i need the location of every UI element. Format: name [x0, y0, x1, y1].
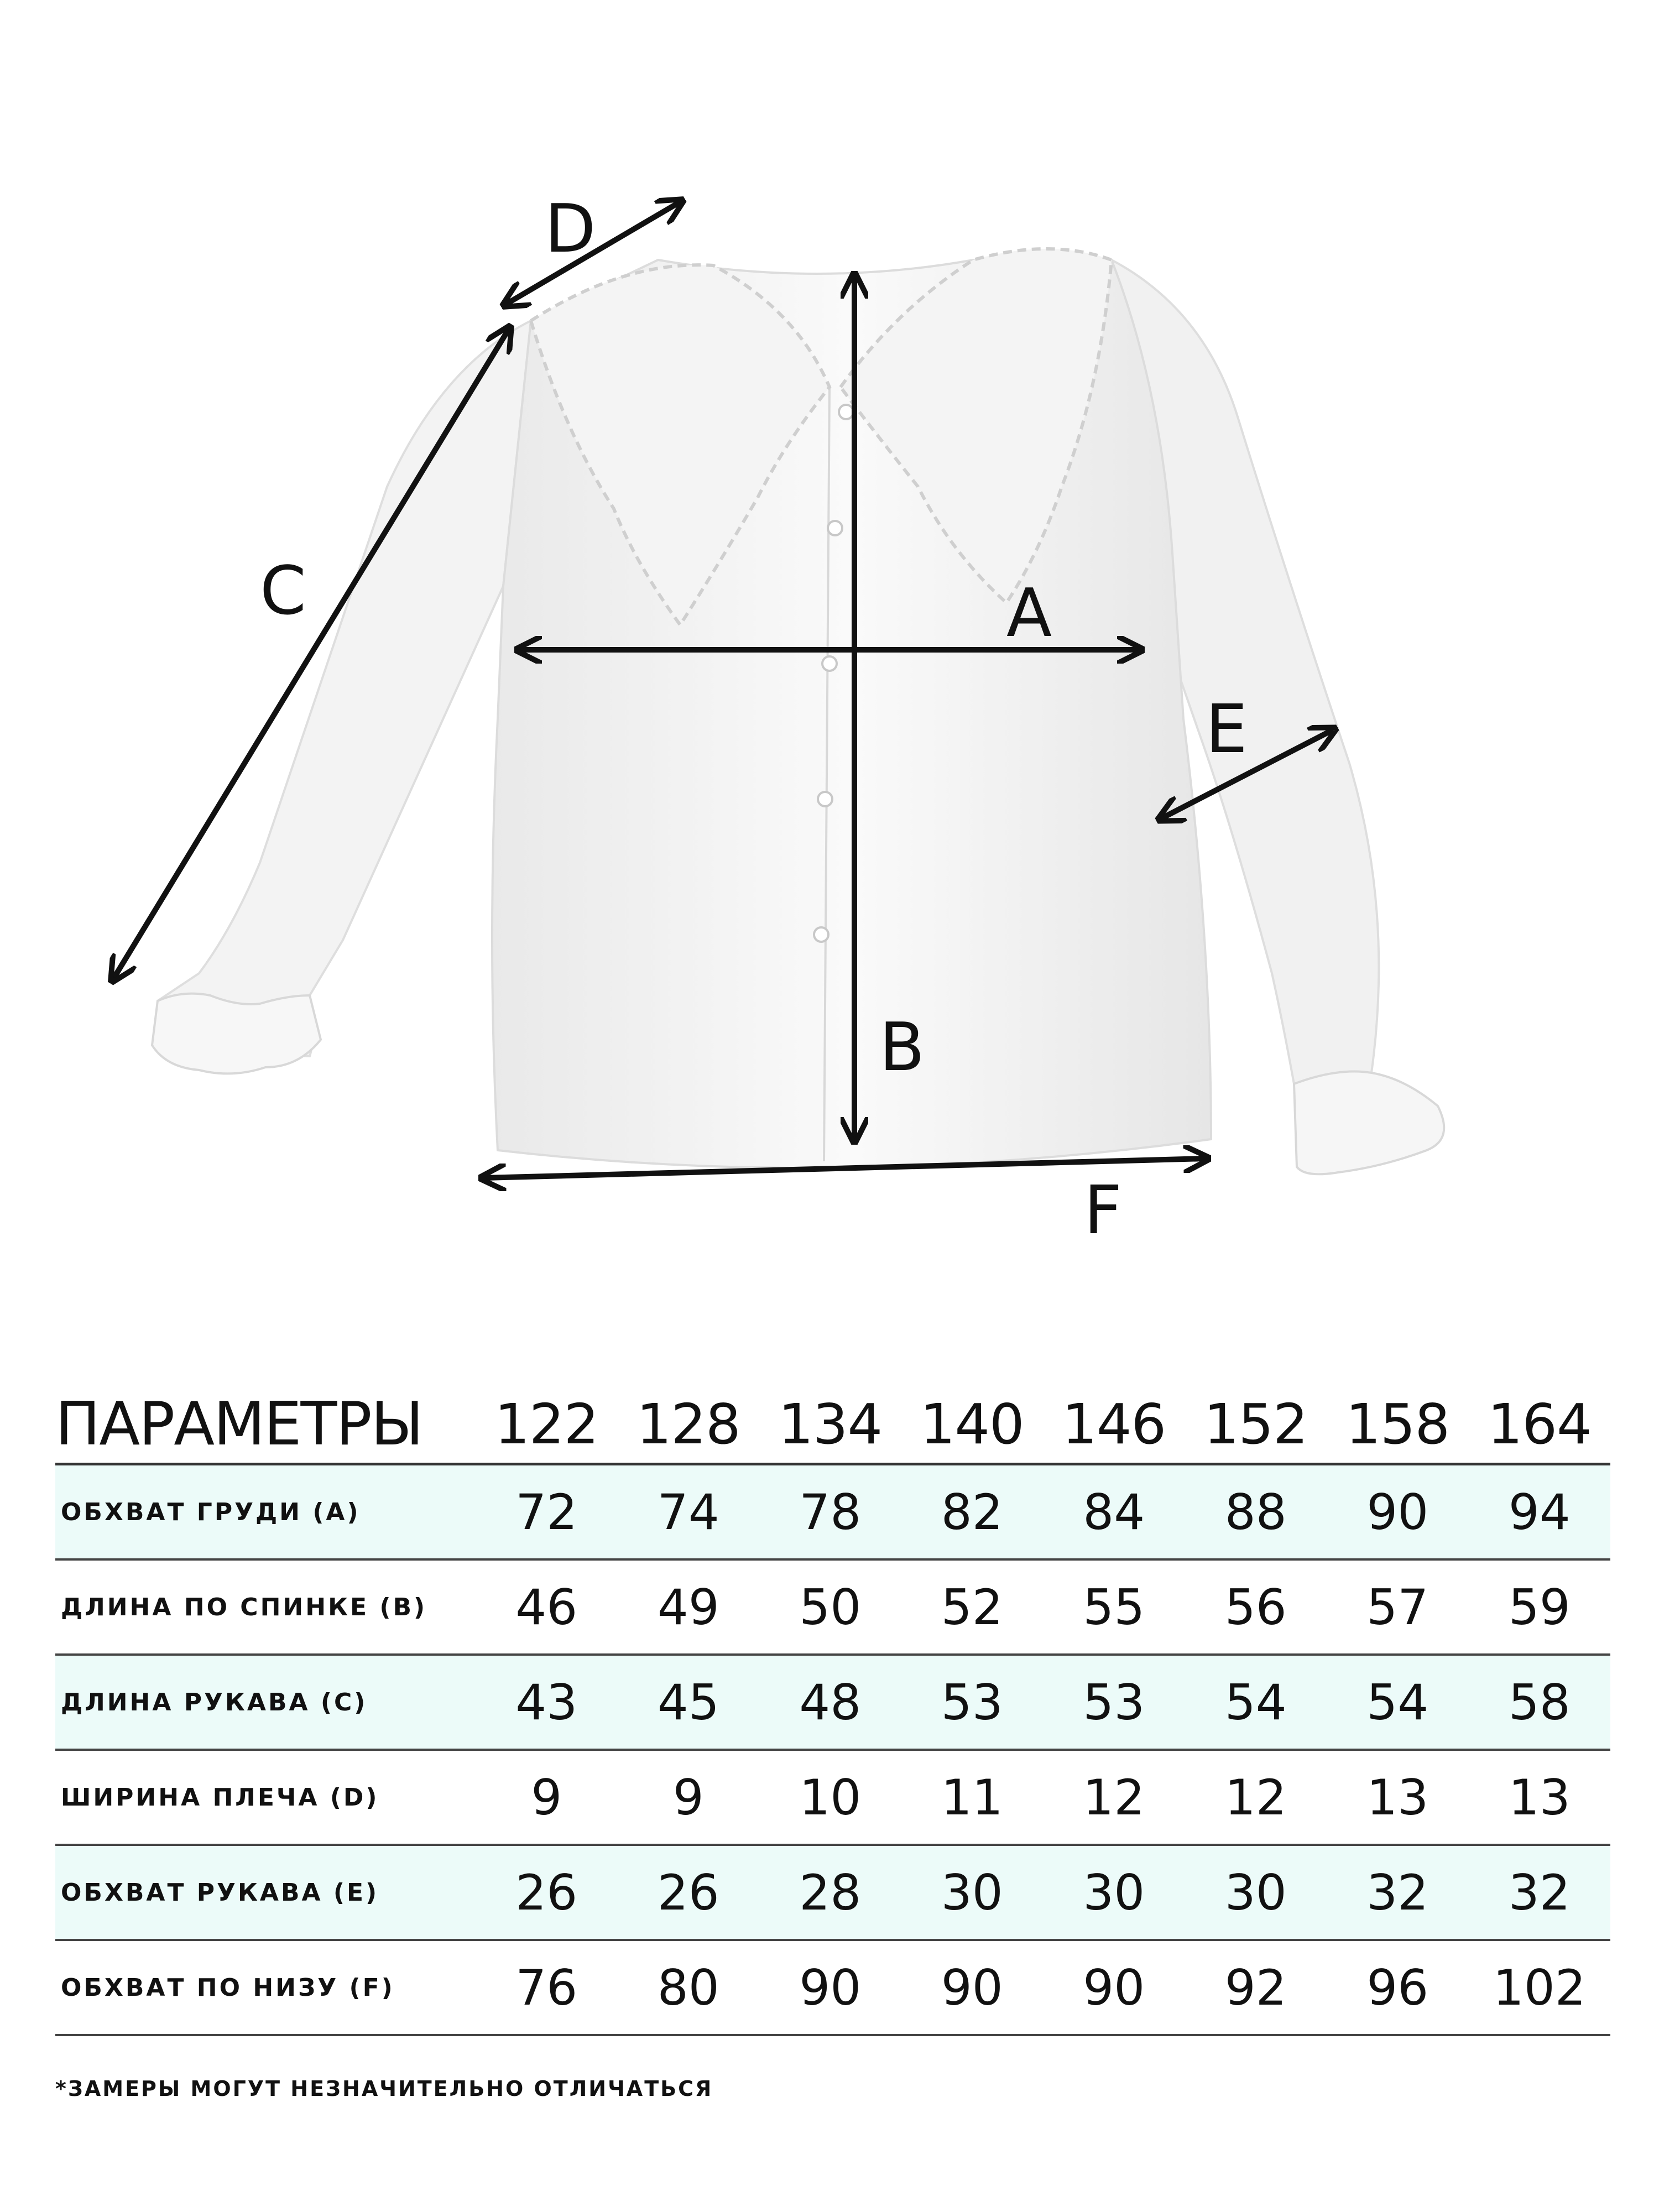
table-cell: 88	[1185, 1464, 1327, 1560]
table-cell: 28	[759, 1845, 901, 1940]
table-cell: 53	[901, 1655, 1044, 1750]
table-cell: 90	[1043, 1940, 1185, 2035]
blouse-illustration	[152, 249, 1444, 1174]
table-cell: 30	[1043, 1845, 1185, 1940]
size-146-header: 146	[1043, 1385, 1185, 1464]
label-a: A	[1006, 575, 1052, 652]
size-152-header: 152	[1185, 1385, 1327, 1464]
table-cell: 45	[618, 1655, 760, 1750]
table-cell: 92	[1185, 1940, 1327, 2035]
table-cell: 49	[618, 1559, 760, 1655]
table-cell: 10	[759, 1750, 901, 1845]
size-140-header: 140	[901, 1385, 1044, 1464]
size-header-row	[55, 1385, 1610, 1464]
table-cell: 32	[1327, 1845, 1469, 1940]
table-cell: 9	[476, 1750, 618, 1845]
row-label: ШИРИНА ПЛЕЧА (D)	[55, 1750, 476, 1845]
table-cell: 72	[476, 1464, 618, 1560]
table-cell: 76	[476, 1940, 618, 2035]
table-cell: 52	[901, 1559, 1044, 1655]
label-f: F	[1084, 1172, 1123, 1249]
size-128-header: 128	[618, 1385, 760, 1464]
right-cuff-ruffle	[1294, 1072, 1444, 1175]
size-158-header: 158	[1327, 1385, 1469, 1464]
row-label: ДЛИНА ПО СПИНКЕ (B)	[55, 1559, 476, 1655]
table-cell: 78	[759, 1464, 901, 1560]
table-cell: 59	[1469, 1559, 1611, 1655]
table-cell: 56	[1185, 1559, 1327, 1655]
size-122-header: 122	[476, 1385, 618, 1464]
table-cell: 54	[1185, 1655, 1327, 1750]
table-cell: 30	[901, 1845, 1044, 1940]
table-cell: 26	[618, 1845, 760, 1940]
size-164-header: 164	[1469, 1385, 1611, 1464]
table-cell: 12	[1185, 1750, 1327, 1845]
label-d: D	[545, 191, 596, 268]
table-cell: 58	[1469, 1655, 1611, 1750]
table-cell: 80	[618, 1940, 760, 2035]
table-cell: 90	[759, 1940, 901, 2035]
size-table	[55, 1385, 1610, 2036]
button-2	[828, 521, 842, 535]
left-sleeve	[157, 321, 531, 1056]
table-cell: 57	[1327, 1559, 1469, 1655]
table-cell: 55	[1043, 1559, 1185, 1655]
row-label: ОБХВАТ ГРУДИ (A)	[55, 1464, 476, 1560]
table-cell: 9	[618, 1750, 760, 1845]
button-3	[822, 656, 837, 671]
table-row	[55, 1464, 1610, 1560]
table-cell: 84	[1043, 1464, 1185, 1560]
table-cell: 53	[1043, 1655, 1185, 1750]
table-cell: 43	[476, 1655, 618, 1750]
button-4	[818, 792, 832, 806]
table-row	[55, 1845, 1610, 1940]
table-cell: 50	[759, 1559, 901, 1655]
table-cell: 32	[1469, 1845, 1611, 1940]
table-row	[55, 1655, 1610, 1750]
table-cell: 82	[901, 1464, 1044, 1560]
label-c: C	[260, 553, 306, 630]
table-cell: 46	[476, 1559, 618, 1655]
button-1	[839, 405, 853, 419]
table-cell: 48	[759, 1655, 901, 1750]
table-cell: 26	[476, 1845, 618, 1940]
table-cell: 74	[618, 1464, 760, 1560]
row-label: ОБХВАТ РУКАВА (E)	[55, 1845, 476, 1940]
parameters-header: ПАРАМЕТРЫ	[55, 1385, 476, 1464]
table-cell: 13	[1327, 1750, 1469, 1845]
table-cell: 102	[1469, 1940, 1611, 2035]
button-5	[814, 927, 828, 942]
row-label: ДЛИНА РУКАВА (C)	[55, 1655, 476, 1750]
table-cell: 54	[1327, 1655, 1469, 1750]
table-cell: 13	[1469, 1750, 1611, 1845]
table-row	[55, 1559, 1610, 1655]
table-cell: 94	[1469, 1464, 1611, 1560]
table-row	[55, 1750, 1610, 1845]
table-cell: 12	[1043, 1750, 1185, 1845]
row-label: ОБХВАТ ПО НИЗУ (F)	[55, 1940, 476, 2035]
left-cuff-ruffle	[152, 994, 321, 1074]
measurement-disclaimer: *ЗАМЕРЫ МОГУТ НЕЗНАЧИТЕЛЬНО ОТЛИЧАТЬСЯ	[55, 2077, 713, 2101]
label-e: E	[1206, 691, 1248, 768]
table-cell: 90	[901, 1940, 1044, 2035]
label-b: B	[879, 1009, 925, 1086]
size-134-header: 134	[759, 1385, 901, 1464]
table-cell: 30	[1185, 1845, 1327, 1940]
table-cell: 90	[1327, 1464, 1469, 1560]
table-row	[55, 1940, 1610, 2035]
table-cell: 11	[901, 1750, 1044, 1845]
table-cell: 96	[1327, 1940, 1469, 2035]
